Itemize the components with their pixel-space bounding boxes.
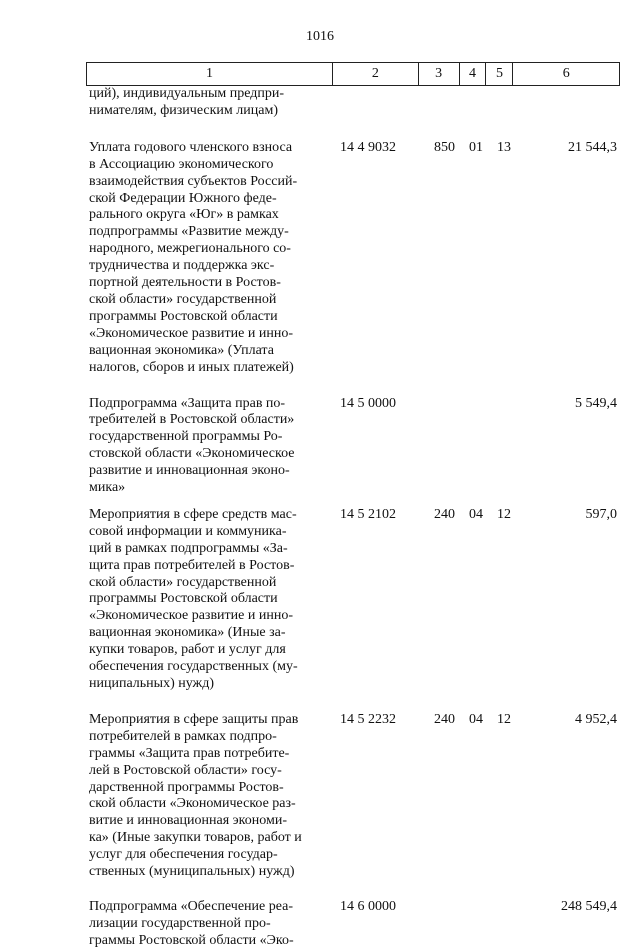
row-description: [86, 86, 332, 120]
table-row: [86, 507, 620, 693]
description-line: налогов, сборов и иных платежей): [89, 359, 294, 375]
header-col-5: 5: [485, 63, 512, 85]
description-line: подпрограммы «Развитие между-: [89, 224, 289, 240]
description-line: программы Ростовской области: [89, 591, 278, 607]
row-description: [86, 507, 332, 693]
table-row: [86, 86, 620, 120]
row-description: [86, 140, 332, 377]
description-line: взаимодействия субъектов Россий-: [89, 173, 298, 189]
table-body: [86, 86, 620, 950]
row-expense-type: 850: [434, 139, 455, 155]
row-subsection: [486, 899, 513, 950]
row-subsection: [486, 86, 513, 120]
row-target-code: 14 5 2232: [340, 711, 396, 727]
description-line: Подпрограмма «Обеспечение реа-: [89, 898, 294, 914]
page-number: 1016: [306, 29, 334, 44]
description-line: щита прав потребителей в Ростов-: [89, 557, 295, 573]
description-line: ка» (Иные закупки товаров, работ и: [89, 830, 302, 846]
description-line: в Ассоциацию экономического: [89, 156, 274, 172]
header-col-2: 2: [332, 63, 418, 85]
row-description: [86, 899, 332, 950]
description-line: «Экономическое развитие и инно-: [89, 325, 294, 341]
row-target-code: 14 5 2102: [340, 506, 396, 522]
description-line: витие и инновационная экономи-: [89, 813, 287, 829]
header-col-3: 3: [418, 63, 459, 85]
row-expense-type: 240: [434, 711, 455, 727]
description-line: ниципальных) нужд): [89, 676, 214, 691]
row-expense-type: [418, 899, 459, 950]
description-line: «Экономическое развитие и инно-: [89, 608, 294, 624]
description-line: Уплата годового членского взноса: [89, 139, 293, 155]
row-expense-type: [418, 86, 459, 120]
description-line: развитие и инновационная эконо-: [89, 463, 290, 479]
description-line: купки товаров, работ и услуг для: [89, 642, 286, 658]
description-line: вационная экономика» (Уплата: [89, 342, 274, 358]
description-line: ской Федерации Южного феде-: [89, 190, 277, 206]
row-section: 01: [469, 139, 483, 155]
row-section: 04: [469, 711, 483, 727]
row-description: [86, 396, 332, 497]
header-col-6: 6: [512, 63, 619, 85]
description-line: ственных (муниципальных) нужд): [89, 864, 295, 880]
description-line: ций), индивидуальным предпри-: [89, 86, 285, 101]
table-header: [86, 62, 620, 86]
description-line: обеспечения государственных (му-: [89, 659, 298, 675]
table-row: [86, 712, 620, 881]
row-subsection: 13: [497, 139, 511, 155]
row-subsection: [486, 396, 513, 497]
description-line: граммы «Защита прав потребите-: [89, 745, 290, 761]
table-row: [86, 396, 620, 497]
description-line: ций в рамках подпрограммы «За-: [89, 540, 288, 556]
row-amount: 4 952,4: [575, 711, 617, 727]
description-line: Мероприятия в сфере средств мас-: [89, 506, 297, 522]
row-section: [459, 396, 486, 497]
description-line: рального округа «Юг» в рамках: [89, 207, 279, 223]
description-line: лизации государственной про-: [89, 915, 271, 931]
description-line: потребителей в рамках подпро-: [89, 728, 277, 744]
row-amount: 21 544,3: [568, 139, 617, 155]
row-amount: 597,0: [585, 506, 617, 522]
row-section: [459, 899, 486, 950]
row-expense-type: [418, 396, 459, 497]
header-col-1: 1: [206, 66, 214, 81]
description-line: граммы Ростовской области «Эко-: [89, 932, 294, 948]
description-line: требителей в Ростовской области»: [89, 412, 295, 428]
row-target-code: 14 6 0000: [340, 898, 396, 914]
row-amount: 248 549,4: [561, 898, 617, 914]
description-line: ской области «Экономическое раз-: [89, 796, 296, 812]
description-line: ской области» государственной: [89, 291, 277, 307]
description-line: ской области» государственной: [89, 574, 277, 590]
description-line: народного, межрегионального со-: [89, 241, 291, 257]
description-line: Мероприятия в сфере защиты прав: [89, 711, 299, 727]
description-line: портной деятельности в Ростов-: [89, 275, 281, 291]
description-line: Подпрограмма «Защита прав по-: [89, 395, 286, 411]
row-section: 04: [469, 506, 483, 522]
row-amount: [513, 86, 620, 120]
description-line: трудничества и поддержка экс-: [89, 258, 275, 274]
description-line: государственной программы Ро-: [89, 429, 283, 445]
row-subsection: 12: [497, 506, 511, 522]
header-col-4: 4: [459, 63, 486, 85]
description-line: мика»: [89, 480, 126, 496]
row-target-code: 14 5 0000: [340, 395, 396, 411]
description-line: стовской области «Экономическое: [89, 446, 295, 462]
table-row: [86, 899, 620, 950]
row-expense-type: 240: [434, 506, 455, 522]
description-line: совой информации и коммуника-: [89, 523, 287, 539]
description-line: лей в Ростовской области» госу-: [89, 762, 282, 778]
description-line: нимателям, физическим лицам): [89, 102, 278, 118]
description-line: услуг для обеспечения государ-: [89, 847, 278, 863]
row-amount: 5 549,4: [575, 395, 617, 411]
table-row: [86, 140, 620, 377]
row-target-code: 14 4 9032: [340, 139, 396, 155]
row-target-code: [332, 86, 418, 120]
row-section: [459, 86, 486, 120]
description-line: дарственной программы Ростов-: [89, 779, 284, 795]
description-line: программы Ростовской области: [89, 308, 278, 324]
description-line: вационная экономика» (Иные за-: [89, 625, 286, 641]
row-description: [86, 712, 332, 881]
row-subsection: 12: [497, 711, 511, 727]
